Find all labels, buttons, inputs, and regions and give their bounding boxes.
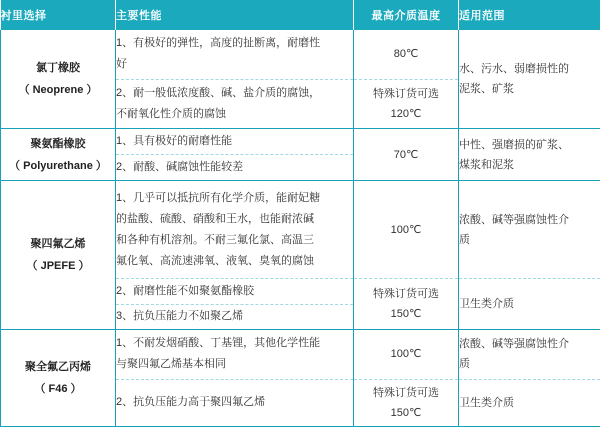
performance-line: 2、耐酸、碱腐蚀性能较差 [116, 161, 244, 174]
material-name-line2: （ JPEFE ） [26, 260, 90, 273]
temperature-cell [354, 30, 459, 79]
temperature-cell [354, 279, 459, 330]
performance-cell [116, 379, 354, 426]
temperature-cell [354, 330, 459, 380]
temperature-value: 150℃ [390, 406, 422, 419]
range-line: 浓酸、碱等强腐蚀性介 [459, 213, 569, 226]
temperature-value: 80℃ [393, 48, 419, 61]
performance-line: 和各种有机溶剂。不耐三氟化氯、高温三 [116, 233, 314, 246]
material-name-line1: 聚四氟乙烯 [30, 238, 86, 251]
performance-cell [116, 304, 354, 329]
performance-line: 与聚四氟乙烯基本相同 [116, 358, 226, 371]
application-range-cell [459, 30, 600, 129]
range-line: 煤浆和泥浆 [459, 158, 514, 171]
range-line: 质 [459, 233, 470, 246]
performance-line: 1、不耐发烟硝酸、丁基锂，其他化学性能 [116, 337, 321, 350]
performance-line: 的盐酸、硫酸、硝酸和王水，也能耐浓碱 [116, 212, 314, 225]
temperature-cell [354, 379, 459, 426]
table-row [1, 330, 600, 380]
range-line: 泥浆、矿浆 [459, 83, 514, 96]
application-range-cell [459, 379, 600, 426]
temperature-value: 120℃ [390, 107, 422, 120]
header-application-range: 适用范围 [459, 0, 600, 30]
application-range-cell [459, 279, 600, 330]
material-name-line1: 聚氨酯橡胶 [30, 137, 86, 150]
performance-line: 氟化氧、高流速沸氧、液氧、臭氧的腐蚀 [116, 254, 314, 267]
application-range-cell [459, 330, 600, 380]
temperature-option: 特殊订货可选 [373, 87, 439, 100]
table-row [1, 30, 600, 79]
table-row [1, 129, 600, 155]
performance-cell [116, 129, 354, 155]
performance-line: 好 [116, 58, 127, 71]
performance-cell [116, 155, 354, 181]
header-lining-selection: 衬里选择 [1, 0, 116, 30]
performance-line: 3、抗负压能力不如聚乙烯 [116, 310, 244, 323]
performance-line: 1、具有极好的耐磨性能 [116, 135, 233, 148]
performance-cell [116, 181, 354, 279]
temperature-value: 70℃ [393, 148, 419, 161]
header-max-medium-temperature: 最高介质温度 [354, 0, 459, 30]
range-line: 中性、强磨损的矿浆、 [459, 138, 569, 151]
temperature-cell [354, 181, 459, 279]
performance-line: 1、有极好的弹性，高度的扯断离，耐磨性 [116, 37, 321, 50]
application-range-cell [459, 181, 600, 279]
performance-line: 2、耐一般低浓度酸、碱、盐介质的腐蚀， [116, 86, 321, 99]
table-header-row [1, 0, 600, 30]
performance-cell [116, 79, 354, 129]
performance-line: 2、耐磨性能不如聚氨酯橡胶 [116, 284, 255, 297]
temperature-option: 特殊订货可选 [373, 386, 439, 399]
performance-cell [116, 279, 354, 304]
material-name-line2: （ Polyurethane ） [9, 159, 107, 172]
temperature-cell [354, 129, 459, 181]
range-line: 卫生类介质 [459, 298, 514, 311]
temperature-option: 特殊订货可选 [373, 288, 439, 301]
application-range-cell [459, 129, 600, 181]
performance-cell [116, 30, 354, 79]
temperature-value: 100℃ [390, 223, 422, 236]
range-line: 水、污水、弱磨损性的 [459, 63, 569, 76]
range-line: 浓酸、碱等强腐蚀性介 [459, 338, 569, 351]
performance-line: 不耐氧化性介质的腐蚀 [116, 107, 226, 120]
performance-cell [116, 330, 354, 380]
material-name-line2: （ Neoprene ） [18, 84, 98, 97]
material-name-fep [1, 330, 116, 427]
range-line: 质 [459, 358, 470, 371]
temperature-cell [354, 79, 459, 129]
material-name-neoprene [1, 30, 116, 129]
performance-line: 2、抗负压能力高于聚四氟乙烯 [116, 396, 266, 409]
range-line: 卫生类介质 [459, 396, 514, 409]
temperature-value: 100℃ [390, 348, 422, 361]
temperature-value: 150℃ [390, 308, 422, 321]
header-main-performance: 主要性能 [116, 0, 354, 30]
material-name-polyurethane [1, 129, 116, 181]
performance-line: 1、几乎可以抵抗所有化学介质，能耐妃糖 [116, 191, 321, 204]
material-name-line2: （ F46 ） [34, 383, 82, 395]
material-name-line1: 氯丁橡胶 [36, 62, 80, 75]
material-name-line1: 聚全氟乙丙烯 [25, 361, 91, 373]
material-name-ptfe [1, 181, 116, 330]
table-row [1, 181, 600, 279]
